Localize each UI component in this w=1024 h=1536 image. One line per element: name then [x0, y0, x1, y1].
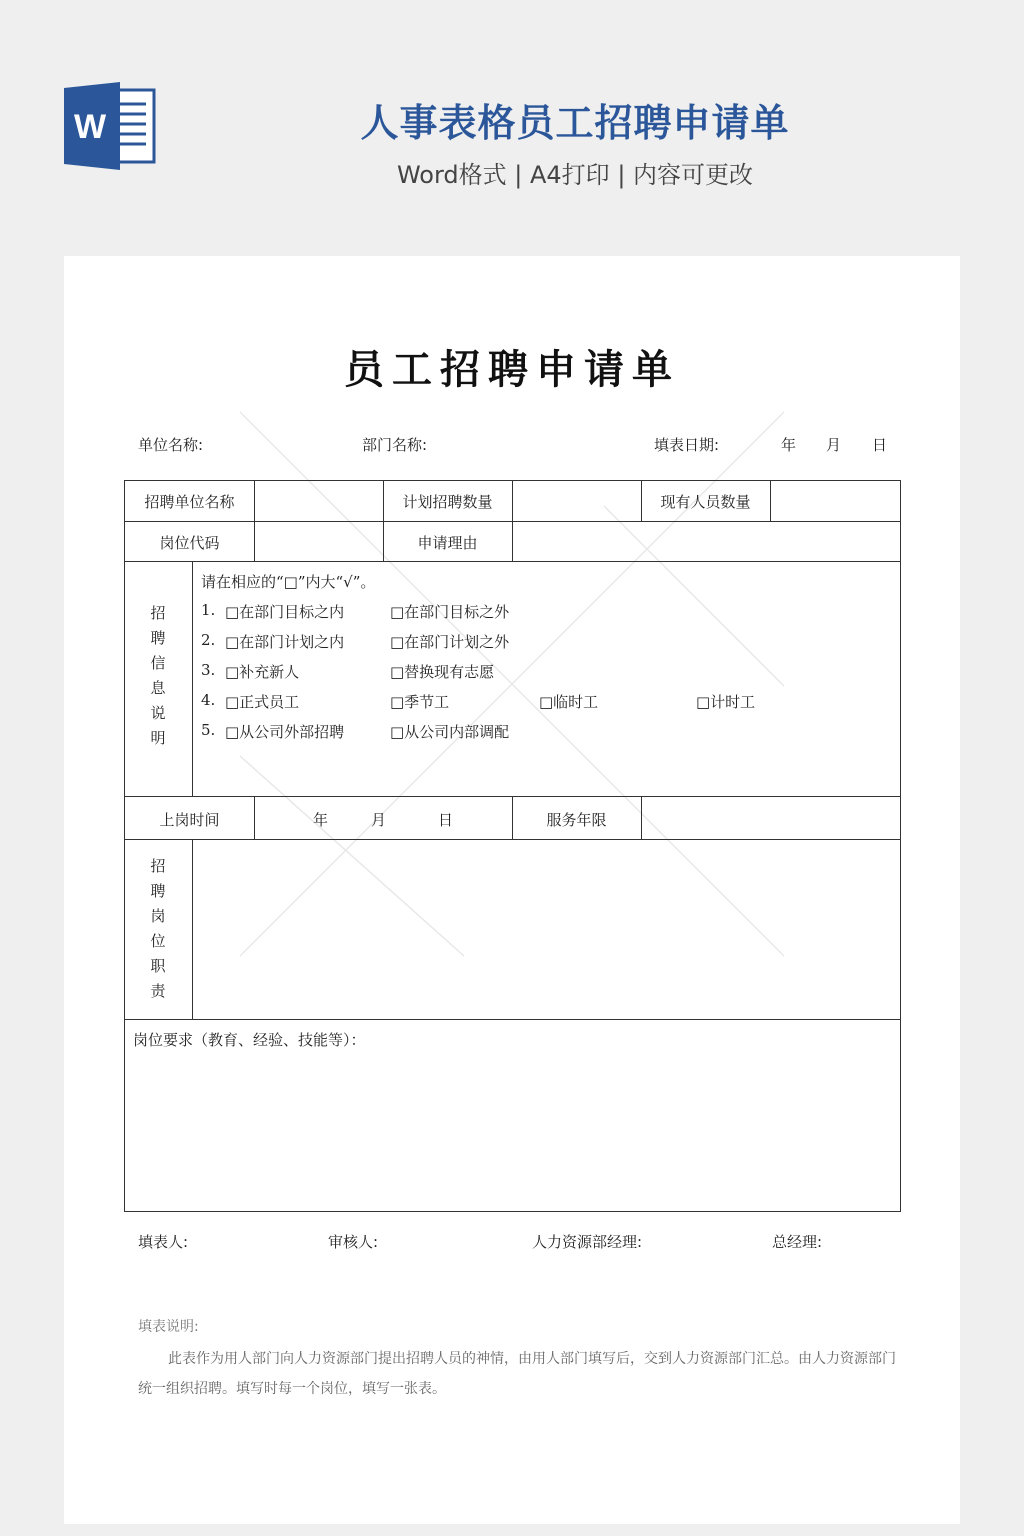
- option-internal-transfer[interactable]: □从公司内部调配: [390, 723, 510, 741]
- dept-name-label: 部门名称:: [362, 436, 428, 454]
- option-outside-dept-target[interactable]: □在部门目标之外: [390, 603, 510, 621]
- requirements-label: 岗位要求（教育、经验、技能等）：: [133, 1031, 366, 1049]
- option-number: 3.: [201, 661, 216, 679]
- position-code-label: 岗位代码: [159, 534, 220, 552]
- option-seasonal[interactable]: □季节工: [390, 693, 450, 711]
- option-new-hire[interactable]: □补充新人: [225, 663, 300, 681]
- start-year[interactable]: 年: [313, 811, 329, 829]
- document-title: 员工招聘申请单: [344, 346, 680, 393]
- banner-title: 人事表格员工招聘申请单: [360, 101, 790, 145]
- fill-date-label: 填表日期:: [654, 436, 720, 454]
- option-outside-dept-plan[interactable]: □在部门计划之外: [390, 633, 510, 651]
- check-instruction: 请在相应的“□”内大“√”。: [201, 573, 376, 591]
- position-code-field[interactable]: [255, 522, 383, 561]
- filler-signature: 填表人:: [138, 1233, 189, 1251]
- option-hourly[interactable]: □计时工: [696, 693, 756, 711]
- planned-count-field[interactable]: [513, 481, 641, 521]
- option-number: 1.: [201, 601, 216, 619]
- date-month: 月: [826, 436, 842, 454]
- reviewer-signature: 审核人:: [328, 1233, 379, 1251]
- hr-manager-signature: 人力资源部经理:: [532, 1233, 643, 1251]
- reason-field[interactable]: [513, 522, 900, 561]
- date-year: 年: [781, 436, 797, 454]
- position-duty-field[interactable]: [193, 840, 900, 1019]
- option-within-dept-target[interactable]: □在部门目标之内: [225, 603, 345, 621]
- option-number: 5.: [201, 721, 216, 739]
- general-manager-signature: 总经理:: [772, 1233, 823, 1251]
- option-within-dept-plan[interactable]: □在部门计划之内: [225, 633, 345, 651]
- banner-subtitle: Word格式 | A4打印 | 内容可更改: [396, 161, 754, 189]
- notes-heading: 填表说明:: [138, 1319, 199, 1335]
- notes-text: 此表作为用人部门向人力资源部门提出招聘人员的神情，由用人部门填写后，交到人力资源部门汇总。由人力资源部门统一组织招聘。填写时每一个岗位，填写一张表。: [138, 1351, 896, 1397]
- option-full-time[interactable]: □正式员工: [225, 693, 300, 711]
- unit-name-label: 单位名称:: [138, 436, 204, 454]
- start-month[interactable]: 月: [371, 811, 387, 829]
- document-page: [64, 256, 960, 1524]
- service-years-label: 服务年限: [546, 811, 607, 829]
- requirements-field[interactable]: [125, 1056, 900, 1211]
- option-external-recruit[interactable]: □从公司外部招聘: [225, 723, 345, 741]
- start-day[interactable]: 日: [438, 811, 454, 829]
- option-number: 4.: [201, 691, 216, 709]
- word-icon-letter: W: [73, 108, 107, 146]
- planned-count-label: 计划招聘数量: [402, 493, 493, 511]
- option-temporary[interactable]: □临时工: [539, 693, 599, 711]
- recruit-unit-name-label: 招聘单位名称: [144, 493, 235, 511]
- recruitment-info-title: 招 聘 信 息 说 明: [150, 604, 166, 747]
- position-duty-title: 招 聘 岗 位 职 责: [150, 857, 166, 1000]
- option-replace-staff[interactable]: □替换现有志愿: [390, 663, 495, 681]
- word-icon: [64, 82, 156, 170]
- current-staff-label: 现有人员数量: [660, 493, 751, 511]
- option-number: 2.: [201, 631, 216, 649]
- date-day: 日: [872, 436, 888, 454]
- start-time-label: 上岗时间: [159, 811, 220, 829]
- service-years-field[interactable]: [642, 797, 900, 839]
- recruitment-form-table: [124, 480, 901, 1212]
- current-staff-field[interactable]: [771, 481, 900, 521]
- recruit-unit-name-field[interactable]: [255, 481, 383, 521]
- reason-label: 申请理由: [417, 534, 478, 552]
